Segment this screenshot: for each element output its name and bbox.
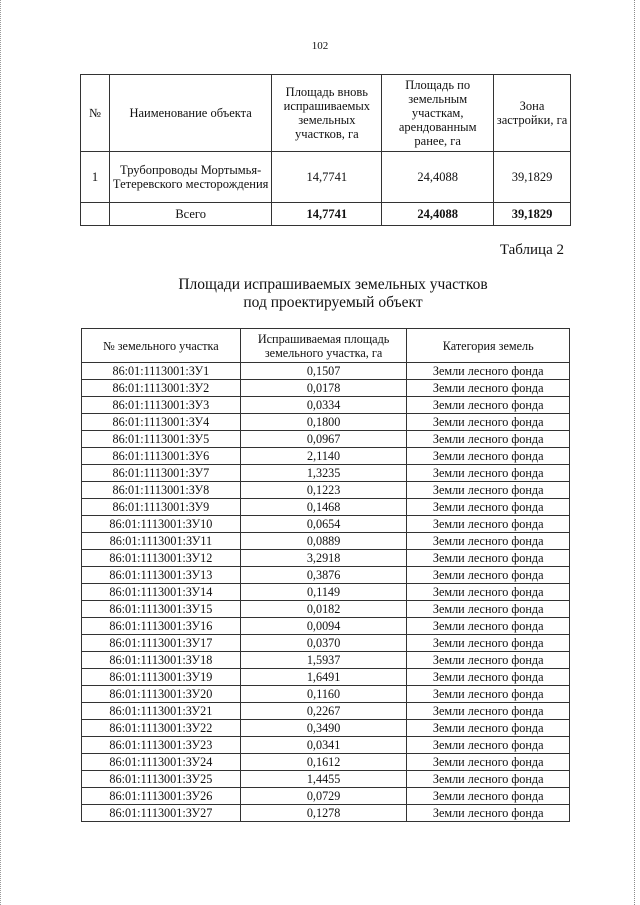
header-new-area: Площадь вновь испрашиваемых земельных участков, га bbox=[272, 75, 382, 152]
plot-category: Земли лесного фонда bbox=[407, 703, 570, 720]
header-land-category: Категория земель bbox=[407, 329, 570, 363]
row-leased-area: 24,4088 bbox=[382, 152, 494, 203]
table-row bbox=[82, 465, 570, 482]
plot-area: 1,6491 bbox=[240, 669, 407, 686]
caption-line-2: под проектируемый объект bbox=[243, 294, 423, 311]
row-no: 1 bbox=[81, 152, 110, 203]
plot-number: 86:01:1113001:ЗУ19 bbox=[82, 669, 241, 686]
plot-area: 0,0370 bbox=[240, 635, 407, 652]
table-row bbox=[82, 550, 570, 567]
header-object-name: Наименование объекта bbox=[109, 75, 272, 152]
table-row bbox=[82, 652, 570, 669]
plot-number: 86:01:1113001:ЗУ12 bbox=[82, 550, 241, 567]
plot-area: 0,2267 bbox=[240, 703, 407, 720]
table-caption bbox=[0, 276, 640, 312]
land-plots-body bbox=[82, 363, 570, 822]
plot-number: 86:01:1113001:ЗУ10 bbox=[82, 516, 241, 533]
header-plot-number: № земельного участка bbox=[82, 329, 241, 363]
plot-category: Земли лесного фонда bbox=[407, 635, 570, 652]
table-row bbox=[82, 618, 570, 635]
table-row bbox=[82, 737, 570, 754]
plot-category: Земли лесного фонда bbox=[407, 567, 570, 584]
plot-number: 86:01:1113001:ЗУ4 bbox=[82, 414, 241, 431]
plot-category: Земли лесного фонда bbox=[407, 550, 570, 567]
plot-area: 0,0729 bbox=[240, 788, 407, 805]
plot-area: 0,1612 bbox=[240, 754, 407, 771]
plot-category: Земли лесного фонда bbox=[407, 482, 570, 499]
plot-area: 3,2918 bbox=[240, 550, 407, 567]
plot-area: 0,1800 bbox=[240, 414, 407, 431]
plot-area: 0,1278 bbox=[240, 805, 407, 822]
plot-area: 0,0967 bbox=[240, 431, 407, 448]
plot-number: 86:01:1113001:ЗУ15 bbox=[82, 601, 241, 618]
plot-number: 86:01:1113001:ЗУ23 bbox=[82, 737, 241, 754]
plot-category: Земли лесного фонда bbox=[407, 686, 570, 703]
header-no: № bbox=[81, 75, 110, 152]
plot-area: 1,4455 bbox=[240, 771, 407, 788]
plot-category: Земли лесного фонда bbox=[407, 533, 570, 550]
total-leased-area: 24,4088 bbox=[382, 203, 494, 226]
table-row bbox=[82, 601, 570, 618]
row-object-name: Трубопроводы Мортымья-Тетеревского месторождения bbox=[109, 152, 272, 203]
table-row bbox=[81, 152, 571, 203]
plot-category: Земли лесного фонда bbox=[407, 720, 570, 737]
plot-category: Земли лесного фонда bbox=[407, 805, 570, 822]
table-row bbox=[82, 805, 570, 822]
table-row bbox=[82, 788, 570, 805]
plot-area: 0,1507 bbox=[240, 363, 407, 380]
summary-table bbox=[80, 74, 571, 226]
table-row bbox=[82, 363, 570, 380]
plot-number: 86:01:1113001:ЗУ1 bbox=[82, 363, 241, 380]
plot-area: 0,1468 bbox=[240, 499, 407, 516]
plot-number: 86:01:1113001:ЗУ5 bbox=[82, 431, 241, 448]
table-row bbox=[82, 516, 570, 533]
plot-area: 0,3876 bbox=[240, 567, 407, 584]
plot-area: 0,1149 bbox=[240, 584, 407, 601]
table-row bbox=[82, 482, 570, 499]
plot-number: 86:01:1113001:ЗУ18 bbox=[82, 652, 241, 669]
table-row bbox=[82, 448, 570, 465]
plot-number: 86:01:1113001:ЗУ24 bbox=[82, 754, 241, 771]
table-row bbox=[82, 499, 570, 516]
plot-category: Земли лесного фонда bbox=[407, 465, 570, 482]
plot-number: 86:01:1113001:ЗУ3 bbox=[82, 397, 241, 414]
table-row bbox=[82, 771, 570, 788]
plot-number: 86:01:1113001:ЗУ25 bbox=[82, 771, 241, 788]
plot-category: Земли лесного фонда bbox=[407, 788, 570, 805]
plot-number: 86:01:1113001:ЗУ21 bbox=[82, 703, 241, 720]
table-row bbox=[82, 584, 570, 601]
plot-category: Земли лесного фонда bbox=[407, 669, 570, 686]
page-number: 102 bbox=[311, 40, 329, 52]
plot-number: 86:01:1113001:ЗУ14 bbox=[82, 584, 241, 601]
scan-edge-left bbox=[0, 0, 2, 905]
plot-number: 86:01:1113001:ЗУ26 bbox=[82, 788, 241, 805]
table-row bbox=[82, 635, 570, 652]
land-plots-header-row bbox=[82, 329, 570, 363]
plot-category: Земли лесного фонда bbox=[407, 652, 570, 669]
plot-category: Земли лесного фонда bbox=[407, 397, 570, 414]
table-row bbox=[82, 686, 570, 703]
plot-area: 0,3490 bbox=[240, 720, 407, 737]
total-empty-cell bbox=[81, 203, 110, 226]
plot-area: 1,5937 bbox=[240, 652, 407, 669]
header-requested-area: Испрашиваемая площадь земельного участка, га bbox=[240, 329, 407, 363]
total-label: Всего bbox=[109, 203, 272, 226]
plot-number: 86:01:1113001:ЗУ7 bbox=[82, 465, 241, 482]
plot-category: Земли лесного фонда bbox=[407, 584, 570, 601]
total-row bbox=[81, 203, 571, 226]
plot-category: Земли лесного фонда bbox=[407, 737, 570, 754]
header-leased-area: Площадь по земельным участкам, арендованным ранее, га bbox=[382, 75, 494, 152]
plot-number: 86:01:1113001:ЗУ20 bbox=[82, 686, 241, 703]
plot-category: Земли лесного фонда bbox=[407, 618, 570, 635]
header-zone: Зона застройки, га bbox=[494, 75, 571, 152]
plot-category: Земли лесного фонда bbox=[407, 363, 570, 380]
land-plots-table bbox=[81, 328, 570, 822]
table-row bbox=[82, 397, 570, 414]
plot-number: 86:01:1113001:ЗУ16 bbox=[82, 618, 241, 635]
plot-area: 0,0334 bbox=[240, 397, 407, 414]
scan-edge-right bbox=[634, 0, 636, 905]
table-number-label: Таблица 2 bbox=[499, 242, 564, 258]
plot-number: 86:01:1113001:ЗУ27 bbox=[82, 805, 241, 822]
plot-category: Земли лесного фонда bbox=[407, 771, 570, 788]
table-row bbox=[82, 720, 570, 737]
plot-number: 86:01:1113001:ЗУ22 bbox=[82, 720, 241, 737]
plot-category: Земли лесного фонда bbox=[407, 754, 570, 771]
plot-category: Земли лесного фонда bbox=[407, 499, 570, 516]
plot-category: Земли лесного фонда bbox=[407, 448, 570, 465]
row-zone: 39,1829 bbox=[494, 152, 571, 203]
plot-category: Земли лесного фонда bbox=[407, 601, 570, 618]
table-row bbox=[82, 414, 570, 431]
plot-number: 86:01:1113001:ЗУ2 bbox=[82, 380, 241, 397]
plot-category: Земли лесного фонда bbox=[407, 414, 570, 431]
plot-category: Земли лесного фонда bbox=[407, 380, 570, 397]
plot-number: 86:01:1113001:ЗУ8 bbox=[82, 482, 241, 499]
summary-table-header-row bbox=[81, 75, 571, 152]
plot-area: 0,1223 bbox=[240, 482, 407, 499]
plot-area: 1,3235 bbox=[240, 465, 407, 482]
plot-category: Земли лесного фонда bbox=[407, 431, 570, 448]
table-row bbox=[82, 669, 570, 686]
total-new-area: 14,7741 bbox=[272, 203, 382, 226]
table-row bbox=[82, 533, 570, 550]
total-zone: 39,1829 bbox=[494, 203, 571, 226]
plot-area: 0,0889 bbox=[240, 533, 407, 550]
plot-category: Земли лесного фонда bbox=[407, 516, 570, 533]
table-row bbox=[82, 703, 570, 720]
plot-number: 86:01:1113001:ЗУ6 bbox=[82, 448, 241, 465]
row-new-area: 14,7741 bbox=[272, 152, 382, 203]
plot-area: 0,0341 bbox=[240, 737, 407, 754]
plot-area: 2,1140 bbox=[240, 448, 407, 465]
plot-number: 86:01:1113001:ЗУ11 bbox=[82, 533, 241, 550]
table-row bbox=[82, 380, 570, 397]
table-row bbox=[82, 754, 570, 771]
table-row bbox=[82, 431, 570, 448]
plot-area: 0,0094 bbox=[240, 618, 407, 635]
caption-line-1: Площади испрашиваемых земельных участков bbox=[178, 276, 488, 293]
plot-area: 0,0654 bbox=[240, 516, 407, 533]
plot-number: 86:01:1113001:ЗУ9 bbox=[82, 499, 241, 516]
plot-area: 0,0178 bbox=[240, 380, 407, 397]
plot-number: 86:01:1113001:ЗУ17 bbox=[82, 635, 241, 652]
plot-area: 0,0182 bbox=[240, 601, 407, 618]
table-row bbox=[82, 567, 570, 584]
plot-area: 0,1160 bbox=[240, 686, 407, 703]
plot-number: 86:01:1113001:ЗУ13 bbox=[82, 567, 241, 584]
